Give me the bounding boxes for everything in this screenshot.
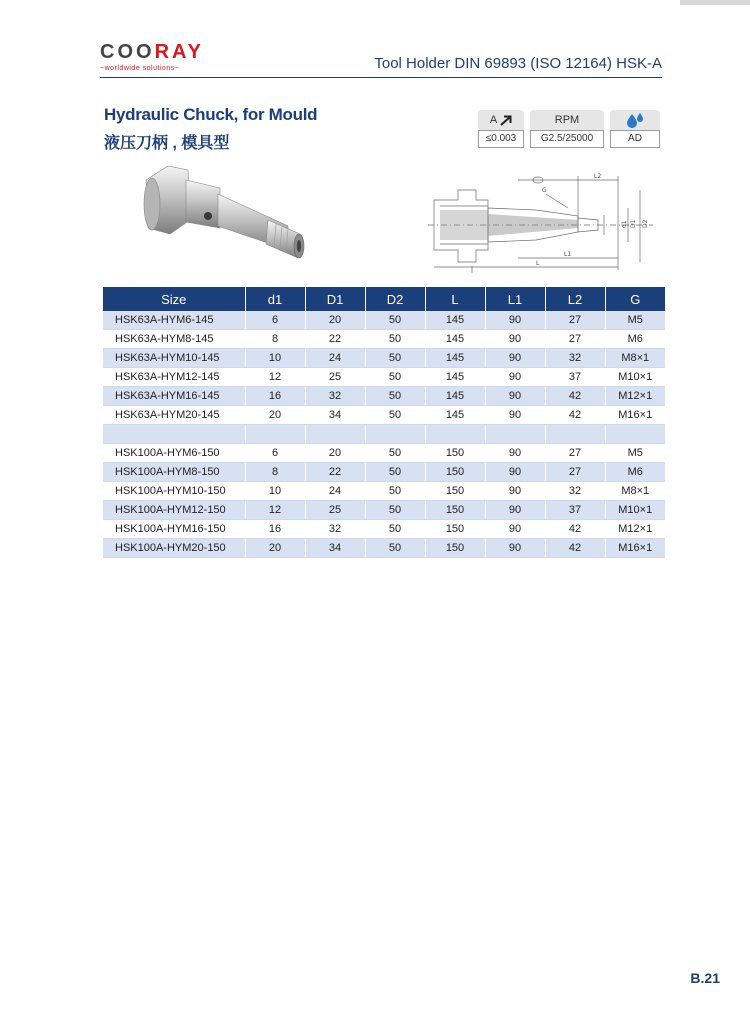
spec-rpm-value: G2.5/25000 — [530, 130, 604, 148]
table-cell: 50 — [365, 349, 425, 368]
table-cell: 8 — [245, 463, 305, 482]
cell-size: HSK100A-HYM6-150 — [103, 444, 245, 463]
table-cell: 25 — [305, 368, 365, 387]
table-cell: 150 — [425, 444, 485, 463]
spec-rpm — [530, 110, 604, 148]
cell-size: HSK63A-HYM16-145 — [103, 387, 245, 406]
table-cell: 12 — [245, 501, 305, 520]
table-cell: 32 — [305, 387, 365, 406]
table-cell: 150 — [425, 539, 485, 558]
table-cell: M12×1 — [605, 520, 665, 539]
table-cell: 50 — [365, 330, 425, 349]
table-cell: 27 — [545, 444, 605, 463]
col-header-L1: L1 — [485, 287, 545, 311]
col-header-G: G — [605, 287, 665, 311]
drawing-label-l: L — [536, 260, 540, 267]
table-cell: 90 — [485, 368, 545, 387]
table-cell: 6 — [245, 444, 305, 463]
brand-name: COORAY — [100, 41, 204, 63]
table-spacer-row — [103, 425, 665, 444]
table-cell: 50 — [365, 406, 425, 425]
table-cell: 90 — [485, 520, 545, 539]
brand-logo — [100, 42, 230, 72]
table-cell: 42 — [545, 539, 605, 558]
table-cell: 20 — [305, 311, 365, 330]
spec-coolant-value: AD — [610, 130, 660, 148]
table-cell: 150 — [425, 501, 485, 520]
col-header-L: L — [425, 287, 485, 311]
table-cell: 32 — [305, 520, 365, 539]
table-cell: 22 — [305, 463, 365, 482]
spec-runout-value: ≤0.003 — [478, 130, 524, 148]
arrow-up-right-icon — [500, 115, 512, 126]
table-cell: 50 — [365, 520, 425, 539]
page-number: B.21 — [690, 970, 720, 986]
table-cell: 32 — [545, 349, 605, 368]
table-cell: 10 — [245, 349, 305, 368]
product-title: Hydraulic Chuck, for Mould — [104, 105, 318, 124]
cell-size: HSK100A-HYM16-150 — [103, 520, 245, 539]
table-cell: 90 — [485, 311, 545, 330]
drawing-label-g: G — [542, 187, 547, 194]
cell-size: HSK100A-HYM8-150 — [103, 463, 245, 482]
cell-size: HSK63A-HYM12-145 — [103, 368, 245, 387]
table-cell: M5 — [605, 311, 665, 330]
table-row — [103, 311, 665, 330]
col-header-D2: D2 — [365, 287, 425, 311]
table-cell: 37 — [545, 501, 605, 520]
header-divider — [100, 77, 662, 78]
table-cell: M12×1 — [605, 387, 665, 406]
table-cell: 145 — [425, 349, 485, 368]
col-header-d1: d1 — [245, 287, 305, 311]
table-cell: 34 — [305, 406, 365, 425]
cell-size: HSK63A-HYM8-145 — [103, 330, 245, 349]
table-cell: M6 — [605, 463, 665, 482]
spec-coolant-header — [610, 110, 660, 130]
table-row — [103, 349, 665, 368]
table-cell: 42 — [545, 387, 605, 406]
table-cell: 8 — [245, 330, 305, 349]
table-row — [103, 463, 665, 482]
table-cell: 50 — [365, 539, 425, 558]
spec-runout-header — [478, 110, 524, 130]
table-cell: 90 — [485, 349, 545, 368]
cell-size: HSK63A-HYM10-145 — [103, 349, 245, 368]
table-cell: 27 — [545, 311, 605, 330]
cell-size: HSK63A-HYM20-145 — [103, 406, 245, 425]
table-cell: 50 — [365, 368, 425, 387]
table-cell: M10×1 — [605, 368, 665, 387]
brand-tagline: ~worldwide solutions~ — [100, 65, 180, 72]
table-cell: 10 — [245, 482, 305, 501]
table-cell: M5 — [605, 444, 665, 463]
table-cell: 27 — [545, 330, 605, 349]
table-cell: 50 — [365, 311, 425, 330]
spec-rpm-header — [530, 110, 604, 130]
table-cell: 145 — [425, 368, 485, 387]
table-cell: 50 — [365, 501, 425, 520]
table-cell: 50 — [365, 387, 425, 406]
table-row — [103, 368, 665, 387]
table-row — [103, 482, 665, 501]
table-row — [103, 520, 665, 539]
table-cell: 32 — [545, 482, 605, 501]
table-cell: 90 — [485, 406, 545, 425]
table-cell: 150 — [425, 520, 485, 539]
table-header-row — [103, 287, 665, 311]
technical-drawing — [428, 170, 660, 275]
spec-rpm-label: RPM — [554, 114, 580, 126]
corner-mark — [680, 0, 750, 5]
table-cell: 50 — [365, 482, 425, 501]
spec-coolant — [610, 110, 660, 148]
table-cell: 90 — [485, 463, 545, 482]
col-header-L2: L2 — [545, 287, 605, 311]
table-cell: M8×1 — [605, 482, 665, 501]
table-row — [103, 501, 665, 520]
table-cell: 145 — [425, 387, 485, 406]
table-cell: M16×1 — [605, 539, 665, 558]
table-row — [103, 444, 665, 463]
table-cell: M10×1 — [605, 501, 665, 520]
table-cell: 20 — [245, 539, 305, 558]
table-cell: 145 — [425, 311, 485, 330]
table-cell: M16×1 — [605, 406, 665, 425]
cell-size: HSK63A-HYM6-145 — [103, 311, 245, 330]
spec-table — [103, 287, 665, 558]
water-drops-icon — [625, 112, 645, 128]
cell-size: HSK100A-HYM10-150 — [103, 482, 245, 501]
table-cell: 90 — [485, 387, 545, 406]
drawing-label-l1: L1 — [564, 251, 572, 258]
table-cell: 90 — [485, 482, 545, 501]
table-cell: M6 — [605, 330, 665, 349]
table-row — [103, 387, 665, 406]
table-cell: 16 — [245, 387, 305, 406]
table-cell: 27 — [545, 463, 605, 482]
product-photo — [128, 158, 313, 263]
cell-size: HSK100A-HYM20-150 — [103, 539, 245, 558]
table-cell: 145 — [425, 330, 485, 349]
table-cell: 16 — [245, 520, 305, 539]
table-cell: M8×1 — [605, 349, 665, 368]
product-title-cn: 液压刀柄 , 模具型 — [104, 135, 230, 152]
table-cell: 6 — [245, 311, 305, 330]
cell-size: HSK100A-HYM12-150 — [103, 501, 245, 520]
table-cell: 12 — [245, 368, 305, 387]
table-cell: 42 — [545, 406, 605, 425]
table-cell: 145 — [425, 406, 485, 425]
table-cell: 34 — [305, 539, 365, 558]
table-cell: 150 — [425, 482, 485, 501]
table-cell: 24 — [305, 349, 365, 368]
drawing-label-l2: L2 — [594, 173, 602, 180]
table-cell: 90 — [485, 501, 545, 520]
col-header-size: Size — [103, 287, 245, 311]
table-cell: 37 — [545, 368, 605, 387]
table-cell: 20 — [305, 444, 365, 463]
table-cell: 24 — [305, 482, 365, 501]
table-cell: 22 — [305, 330, 365, 349]
drawing-label-d1: D1 — [630, 219, 637, 228]
table-row — [103, 406, 665, 425]
table-cell: 90 — [485, 539, 545, 558]
table-cell: 50 — [365, 444, 425, 463]
table-body — [103, 311, 665, 558]
table-cell: 42 — [545, 520, 605, 539]
table-cell: 90 — [485, 330, 545, 349]
col-header-D1: D1 — [305, 287, 365, 311]
table-row — [103, 330, 665, 349]
table-cell: 25 — [305, 501, 365, 520]
header-title: Tool Holder DIN 69893 (ISO 12164) HSK-A — [374, 55, 662, 72]
table-cell: 50 — [365, 463, 425, 482]
drawing-label-d1-small: d1 — [621, 220, 628, 228]
table-cell: 20 — [245, 406, 305, 425]
spec-runout — [478, 110, 524, 148]
drawing-label-d2: D2 — [642, 219, 649, 228]
spec-runout-label: A — [489, 114, 498, 126]
table-cell: 150 — [425, 463, 485, 482]
table-cell: 90 — [485, 444, 545, 463]
table-row — [103, 539, 665, 558]
